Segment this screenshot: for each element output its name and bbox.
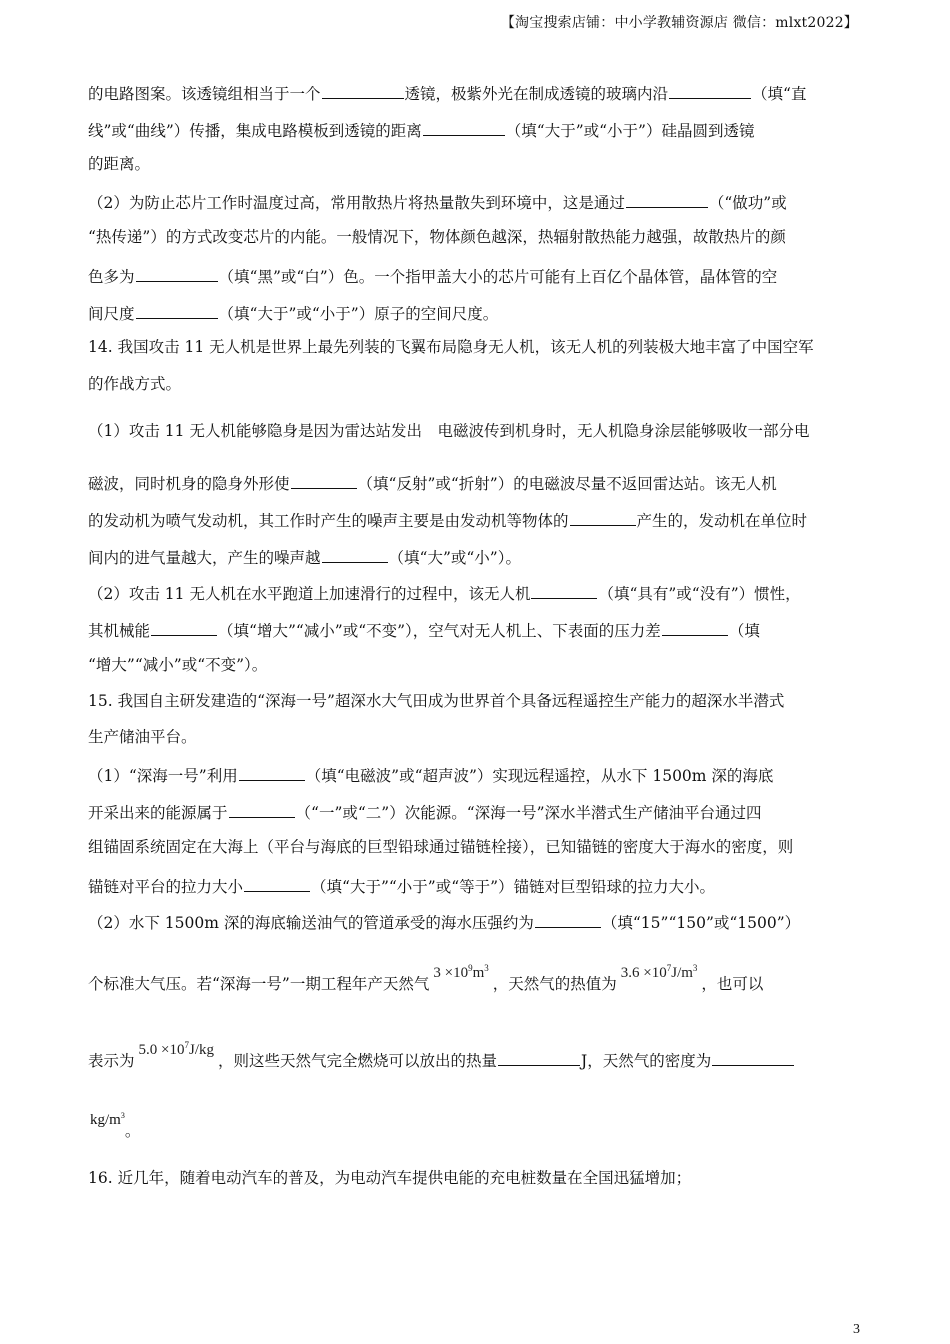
q14-part2-line-2 xyxy=(88,621,862,640)
q13-part2-line-4 xyxy=(88,304,862,323)
q15-line-1: 15. 我国自主研发建造的“深海一号”超深水大气田成为世界首个具备远程遥控生产能力的超深水半潜式 xyxy=(88,692,785,710)
text: ，也可以 xyxy=(701,975,764,993)
q15-part2-line-1 xyxy=(88,913,862,932)
text: 线”或“曲线”）传播，集成电路模板到透镜的距离 xyxy=(88,122,422,140)
formula-heat-value-mass: $5.0 \times 10^7J/kg$ xyxy=(138,1040,214,1058)
text: 间尺度 xyxy=(88,305,135,323)
text: 磁波，同时机身的隐身外形使 xyxy=(88,475,290,493)
answer-blank[interactable] xyxy=(322,84,404,99)
text: 。 xyxy=(124,1122,141,1140)
answer-blank[interactable] xyxy=(322,548,388,563)
q13-line-2 xyxy=(88,121,862,140)
q15-part1-line-2 xyxy=(88,803,862,822)
text: （2）攻击 11 无人机在水平跑道上加速滑行的过程中，该无人机 xyxy=(88,585,531,603)
text: （填“大于”或“小于”）硅晶圆到透镜 xyxy=(505,122,755,140)
q15-part2-line-2 xyxy=(88,963,862,993)
q14-part1-line-3 xyxy=(88,511,862,530)
answer-blank[interactable] xyxy=(570,511,636,526)
q13-part2-line-3 xyxy=(88,267,862,286)
answer-blank[interactable] xyxy=(136,304,218,319)
text: 的电路图案。该透镜组相当于一个 xyxy=(88,85,321,103)
formula-gas-volume: $3 \times 10^9m^3$ xyxy=(433,963,489,981)
q14-part1-line-4 xyxy=(88,548,862,567)
text: （1）“深海一号”利用 xyxy=(88,767,238,785)
answer-blank[interactable] xyxy=(498,1051,580,1066)
text: （填 xyxy=(728,622,760,640)
answer-blank[interactable] xyxy=(626,193,708,208)
text: （填“大于”“小于”或“等于”）锚链对巨型铅球的拉力大小。 xyxy=(311,878,716,896)
text: J，天然气的密度为 xyxy=(581,1052,712,1070)
text: （2）水下 1500m 深的海底输送油气的管道承受的海水压强约为 xyxy=(88,914,534,932)
answer-blank[interactable] xyxy=(712,1051,794,1066)
q16-line-1: 16. 近几年，随着电动汽车的普及，为电动汽车提供电能的充电桩数量在全国迅猛增加； xyxy=(88,1169,692,1187)
text: 透镜，极紫外光在制成透镜的玻璃内沿 xyxy=(404,85,669,103)
text: 个标准大气压。若“深海一号”一期工程年产天然气 xyxy=(88,975,430,993)
q14-part2-line-1 xyxy=(88,584,862,603)
q14-part1-line-2 xyxy=(88,474,862,493)
answer-blank[interactable] xyxy=(531,584,597,599)
answer-blank[interactable] xyxy=(239,766,305,781)
text: （填“具有”或“没有”）惯性， xyxy=(598,585,801,603)
text: （2）为防止芯片工作时温度过高，常用散热片将热量散失到环境中，这是通过 xyxy=(88,194,625,212)
text: （“一”或“二”）次能源。“深海一号”深水半潜式生产储油平台通过四 xyxy=(295,804,762,822)
text: （填“直 xyxy=(752,85,807,103)
answer-blank[interactable] xyxy=(244,877,310,892)
q13-line-3: 的距离。 xyxy=(88,155,151,173)
answer-blank[interactable] xyxy=(535,913,601,928)
text: ，天然气的热值为 xyxy=(492,975,617,993)
answer-blank[interactable] xyxy=(669,84,751,99)
q14-line-1: 14. 我国攻击 11 无人机是世界上最先列装的飞翼布局隐身无人机，该无人机的列装极大地丰富了中国空军 xyxy=(88,338,814,356)
density-unit: $kg/m^3$ xyxy=(90,1111,125,1128)
text: 间内的进气量越大，产生的噪声越 xyxy=(88,549,321,567)
q14-part2-line-3: “增大”“减小”或“不变”）。 xyxy=(88,656,268,674)
text: （“做功”或 xyxy=(708,194,787,212)
q15-part2-line-3 xyxy=(88,1040,862,1070)
text: （填“黑”或“白”）色。一个指甲盖大小的芯片可能有上百亿个晶体管，晶体管的空 xyxy=(218,268,778,286)
text: 表示为 xyxy=(88,1052,135,1070)
q15-part2-line-4 xyxy=(90,1111,862,1140)
formula-heat-value-volume: $3.6 \times 10^7J/m^3$ xyxy=(620,963,698,981)
text: 锚链对平台的拉力大小 xyxy=(88,878,244,896)
q14-part1-line-1: （1）攻击 11 无人机能够隐身是因为雷达站发出 电磁波传到机身时，无人机隐身涂层能够吸收一部分电 xyxy=(88,422,810,440)
text: （填“大于”或“小于”）原子的空间尺度。 xyxy=(218,305,499,323)
answer-blank[interactable] xyxy=(423,121,505,136)
text: （填“大”或“小”）。 xyxy=(388,549,521,567)
answer-blank[interactable] xyxy=(291,474,357,489)
q14-line-2: 的作战方式。 xyxy=(88,375,182,393)
text: 其机械能 xyxy=(88,622,151,640)
answer-blank[interactable] xyxy=(151,621,217,636)
page-header: 【淘宝搜索店铺：中小学教辅资源店 微信：mlxt2022】 xyxy=(500,15,858,31)
text: 产生的，发动机在单位时 xyxy=(636,512,808,530)
text: ，则这些天然气完全燃烧可以放出的热量 xyxy=(218,1052,498,1070)
answer-blank[interactable] xyxy=(662,621,728,636)
q15-part1-line-1 xyxy=(88,766,862,785)
answer-blank[interactable] xyxy=(229,803,295,818)
text: 的发动机为喷气发动机，其工作时产生的噪声主要是由发动机等物体的 xyxy=(88,512,569,530)
q15-part1-line-3: 组锚固系统固定在大海上（平台与海底的巨型铅球通过锚链栓接），已知锚链的密度大于海水的密度，则 xyxy=(88,838,794,856)
q13-part2-line-1 xyxy=(88,193,862,212)
text: 开采出来的能源属于 xyxy=(88,804,228,822)
text: （填“电磁波”或“超声波”）实现远程遥控，从水下 1500m 深的海底 xyxy=(305,767,774,785)
q15-line-2: 生产储油平台。 xyxy=(88,728,197,746)
q13-part2-line-2: “热传递”）的方式改变芯片的内能。一般情况下，物体颜色越深，热辐射散热能力越强，故散热片的颜 xyxy=(88,228,786,246)
text: （填“增大”“减小”或“不变”），空气对无人机上、下表面的压力差 xyxy=(218,622,661,640)
text: （填“反射”或“折射”）的电磁波尽量不返回雷达站。该无人机 xyxy=(357,475,777,493)
text: 色多为 xyxy=(88,268,135,286)
q15-part1-line-4 xyxy=(88,877,862,896)
answer-blank[interactable] xyxy=(136,267,218,282)
q13-line-1 xyxy=(88,84,862,103)
page-number: 3 xyxy=(853,1322,860,1337)
text: （填“15”“150”或“1500”） xyxy=(601,914,801,932)
